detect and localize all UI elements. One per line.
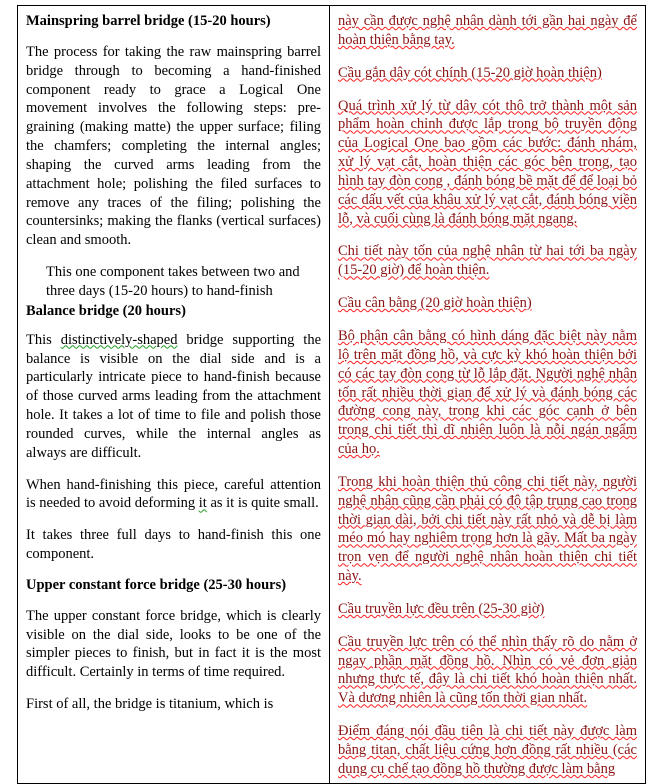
source-paragraph-titanium-clipped: First of all, the bridge is titanium, which is	[26, 696, 274, 713]
source-paragraph-three-full-days: It takes three full days to hand-finish this one component.	[26, 527, 321, 563]
target-paragraph-continuation: này cần được nghệ nhân dành tới gần hai ngày để hoàn thiện bằng tay.	[338, 13, 637, 48]
source-column-cell	[18, 6, 330, 784]
target-paragraph-qua-trinh-xu-ly: Quá trình xử lý từ dây cót thô trở thành một sản phẩm hoàn chỉnh được lắp trong bộ truyền động của Logical One bao gồm các bước: đánh nhám, xử lý vạt cắt, hoàn thiện các góc bên trong, tạo hình tay đòn cong , đánh bóng bề mặt để để loại bỏ các dấu vết của khâu xử lý vạt cắt, đánh bóng viền lỗ, và cuối cùng là đánh bóng mặt ngang.	[338, 97, 637, 227]
source-text-body	[18, 6, 329, 731]
target-paragraph-diem-dang-noi-clipped: Điểm đáng nói đầu tiên là chi tiết này được làm bằng titan, chất liệu cứng hơn đồng rất nhiều (các dụng cụ chế tạo đồng hồ thường được làm bằng	[338, 723, 637, 777]
source-text-fragment: When hand-finishing this piece, careful attention is needed to avoid deforming	[26, 476, 321, 512]
source-text-fragment: This	[26, 331, 61, 348]
spellcheck-word-distinctively-shaped: distinctively-shaped	[60, 331, 178, 348]
table-row	[18, 6, 646, 784]
source-heading-balance-bridge: Balance bridge (20 hours)	[26, 302, 186, 319]
source-text-fragment: as it is quite small.	[206, 495, 319, 512]
target-text-body	[330, 6, 645, 783]
source-heading-upper-constant-force-bridge: Upper constant force bridge (25-30 hours)	[26, 576, 287, 593]
source-paragraph-upper-constant-force: The upper constant force bridge, which is clearly visible on the dial side, looks to be one of the simpler pieces to finish, but in fact it is the most difficult. Certainly in terms of time required.	[26, 607, 321, 681]
target-heading-cau-truyen-luc-deu-tren: Cầu truyền lực đều trên (25-30 giờ)	[338, 600, 545, 617]
target-paragraph-chi-tiet-nay-ton: Chi tiết này tốn của nghệ nhân từ hai tới ba ngày (15-20 giờ) để hoàn thiện.	[338, 243, 637, 279]
source-paragraph-balance-bridge	[26, 331, 321, 463]
source-paragraph-process: The process for taking the raw mainspring barrel bridge through to becoming a hand-finished component ready to grace a Logical One movement involves the following steps: pre-graining (making matte) the upper surface; filing the chamfers; completing the internal angles; shaping the curved arms leading from the attachment hole; polishing the filed surfaces to remove any traces of the filing; polishing the countersinks; making the flanks (vertical surfaces) clean and smooth.	[26, 43, 321, 249]
source-heading-mainspring-barrel-bridge: Mainspring barrel bridge (15-20 hours)	[26, 13, 271, 29]
translation-table	[17, 5, 646, 784]
source-indented-note-one-component: This one component takes between two and three days (15-20 hours) to hand-finish	[46, 264, 300, 299]
target-paragraph-trong-khi-hoan-thien: Trong khi hoàn thiện thủ công chi tiết này, người nghệ nhân cũng cần phải có độ tập trung cao trong thời gian dài, bởi chi tiết này rất nhỏ và dễ bị làm méo mó hay nghiêm trọng hơn là gãy. Mất ba ngày trọn vẹn để người nghệ nhân hoàn thiện chi tiết này.	[338, 473, 637, 585]
source-text-fragment: bridge supporting the balance is visible on the dial side and is a particularly intricate piece to hand-finish because of those curved arms leading from the attachment hole. It takes a lot of time to file and polish those rounded curves, while the internal angles as always are difficult.	[26, 331, 322, 461]
target-column-cell	[330, 6, 646, 784]
target-paragraph-cau-truyen-luc-tren: Cầu truyền lực trên có thể nhìn thấy rõ do nằm ở ngay phần mặt đồng hồ. Nhìn có vẻ đơn giản nhưng thực tế, đây là chi tiết khó hoàn thiện nhất. Và dương nhiên là cũng tốn thời gian nhất.	[338, 633, 637, 707]
spellcheck-word-it: it	[198, 495, 207, 512]
target-paragraph-bo-phan-can-bang: Bộ phận cân bằng có hình dáng đặc biệt này nằm lộ trên mặt đồng hồ, và cực kỳ khó hoàn thiện bởi có các tay đòn cong từ lỗ lắp đặt. Người nghệ nhân tốn rất nhiều thời gian để xử lý và đánh bóng các đường cong này, trong khi các góc cạnh ở bên trong chi tiết thì dĩ nhiên luôn là nỗi ngán ngẩm của họ.	[338, 327, 637, 458]
source-paragraph-hand-finishing	[26, 476, 321, 514]
target-heading-cau-gan-day-cot-chinh: Cầu gắn dây cót chính (15-20 giờ hoàn thiện)	[338, 64, 602, 81]
target-heading-cau-can-bang: Cầu cân bằng (20 giờ hoàn thiện)	[338, 295, 532, 312]
